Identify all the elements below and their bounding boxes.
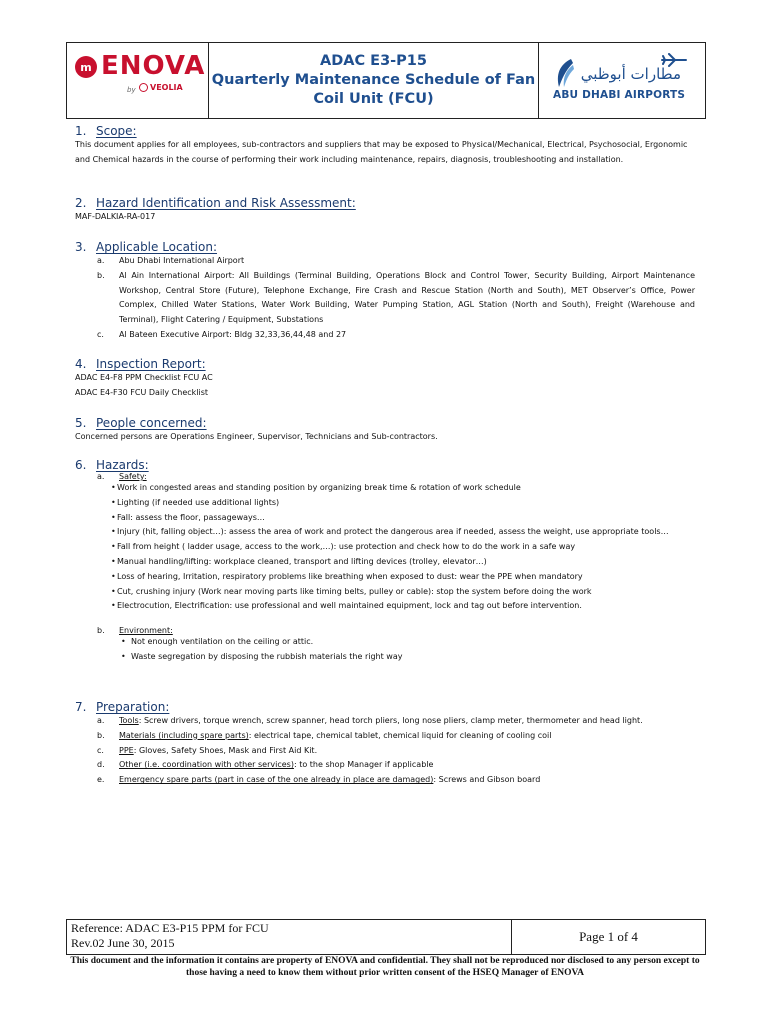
section-heading: 5. People concerned:: [75, 416, 207, 430]
environment-list: [111, 635, 695, 665]
inspection-line: ADAC E4-F30 FCU Daily Checklist: [75, 387, 209, 397]
section-hazards: [75, 458, 695, 665]
list-item: • Cut, crushing injury (Work near moving parts like timing belts, pulley or cable): stop the system before doing the work: [111, 586, 592, 596]
enova-logo: [67, 43, 209, 118]
document-title-line3: Coil Unit (FCU): [313, 91, 434, 107]
people-text: Concerned persons are Operations Engineer, Supervisor, Technicians and Sub-contractors.: [75, 432, 438, 441]
list-item: b. Al Ain International Airport: All Buildings (Terminal Building, Operations Block and Control Tower, Security Building, Airport Maintenance Workshop, Central Store (Future), Telephone Exchange, Fire Crash and Rescue Station (North and South), MET Observer’s Office, Power Complex, Chilled Water Stations, Water Work Building, Water Pumping Station, AGL Station (North and South), Freight (Warehouse and Terminal), Flight Catering / Equipment, Substations: [97, 270, 695, 325]
inspection-line: ADAC E4-F8 PPM Checklist FCU AC: [75, 373, 213, 382]
section-applicable-location: [75, 240, 695, 343]
scope-text: This document applies for all employees, sub-contractors and suppliers that may be exposed to Physical/Mechanical, Electrical, Psychosocial, Ergonomic and Chemical hazards in the course of performing their work including maintenance, repairs, diagnosis, troubleshooting and installation.: [75, 140, 688, 164]
section-scope: [75, 124, 695, 168]
document-title-line1: ADAC E3-P15: [320, 53, 427, 69]
section-heading: 7. Preparation:: [75, 700, 170, 714]
section-inspection-report: [75, 357, 695, 401]
footer-page-number: Page 1 of 4: [579, 929, 638, 944]
ada-swoosh-icon: [553, 57, 575, 89]
list-item: c. PPE: Gloves, Safety Shoes, Mask and First Aid Kit.: [97, 745, 318, 755]
list-item: • Manual handling/lifting: workplace cleaned, transport and lifting devices (trolley, elevator…): [111, 556, 487, 566]
list-item: • Work in congested areas and standing position by organizing break time & rotation of work schedule: [111, 483, 521, 492]
list-item: c. Al Bateen Executive Airport: Bldg 32,33,36,44,48 and 27: [97, 329, 347, 339]
confidentiality-disclaimer: This document and the information it contains are property of ENOVA and confidential. They shall not be reproduced nor disclosed to any person except to those having a need to know them without prior written consent of the HSEQ Manager of ENOVA: [70, 956, 700, 978]
document-footer: [66, 919, 706, 955]
subsection-environment: b. Environment:: [97, 626, 173, 636]
document-header: [66, 42, 706, 119]
safety-list: [111, 481, 695, 614]
location-list: [97, 254, 695, 343]
list-item: a. Abu Dhabi International Airport: [97, 256, 245, 265]
enova-logo-by: by: [127, 86, 136, 94]
section-heading: 1. Scope:: [75, 124, 137, 138]
list-item: • Electrocution, Electrification: use professional and well maintained equipment, lock and tag out before intervention.: [111, 601, 582, 611]
preparation-list: [97, 714, 695, 788]
section-heading: 6. Hazards:: [75, 458, 149, 472]
veolia-logo: [139, 83, 183, 92]
list-item: e. Emergency spare parts (part in case of the one already in place are damaged): Screws and Gibson board: [97, 775, 541, 785]
list-item: d. Other (i.e. coordination with other services): to the shop Manager if applicable: [97, 760, 434, 770]
footer-revision: Rev.02 June 30, 2015: [71, 936, 175, 950]
section-heading: 2. Hazard Identification and Risk Assessment:: [75, 196, 356, 210]
enova-logo-mark-icon: m: [75, 56, 97, 78]
list-item: • Injury (hit, falling object…): assess the area of work and protect the dangerous area if needed, assess the weight, use appropriate tools…: [111, 527, 669, 537]
list-item: • Lighting (if needed use additional lights): [111, 497, 280, 507]
section-heading: 3. Applicable Location:: [75, 240, 218, 254]
list-item: • Not enough ventilation on the ceiling or attic.: [121, 637, 314, 647]
section-preparation: [75, 700, 695, 788]
list-item: • Loss of hearing, Irritation, respiratory problems like breathing when exposed to dust: wear the PPE when mandatory: [111, 571, 583, 581]
list-item: • Fall: assess the floor, passageways…: [111, 512, 265, 522]
risk-assessment-ref: MAF-DALKIA-RA-017: [75, 212, 156, 221]
veolia-word: VEOLIA: [150, 83, 183, 92]
enova-logo-word: ENOVA: [101, 51, 206, 81]
footer-reference-cell: [67, 920, 512, 954]
subsection-safety: a. Safety:: [97, 472, 147, 481]
abu-dhabi-airports-logo: [539, 43, 705, 118]
list-item: b. Materials (including spare parts): electrical tape, chemical tablet, chemical liquid for cleaning of cooling coil: [97, 730, 552, 740]
section-heading: 4. Inspection Report:: [75, 357, 206, 371]
document-title: [209, 43, 539, 118]
veolia-mark-icon: [139, 83, 148, 92]
ada-logo-english: ABU DHABI AIRPORTS: [553, 89, 686, 101]
list-item: • Waste segregation by disposing the rubbish materials the right way: [121, 651, 403, 661]
ada-logo-arabic: مطارات أبوظبي: [580, 65, 681, 83]
section-people-concerned: [75, 416, 695, 445]
section-hazard-identification: [75, 196, 695, 225]
document-title-line2: Quarterly Maintenance Schedule of Fan: [211, 72, 536, 88]
list-item: a. Tools: Screw drivers, torque wrench, screw spanner, head torch pliers, long nose pliers, clamp meter, thermometer and head light.: [97, 716, 643, 725]
list-item: • Fall from height ( ladder usage, access to the work,…): use protection and check how to do the work in a safe way: [111, 542, 576, 552]
footer-reference: Reference: ADAC E3-P15 PPM for FCU: [71, 921, 269, 935]
